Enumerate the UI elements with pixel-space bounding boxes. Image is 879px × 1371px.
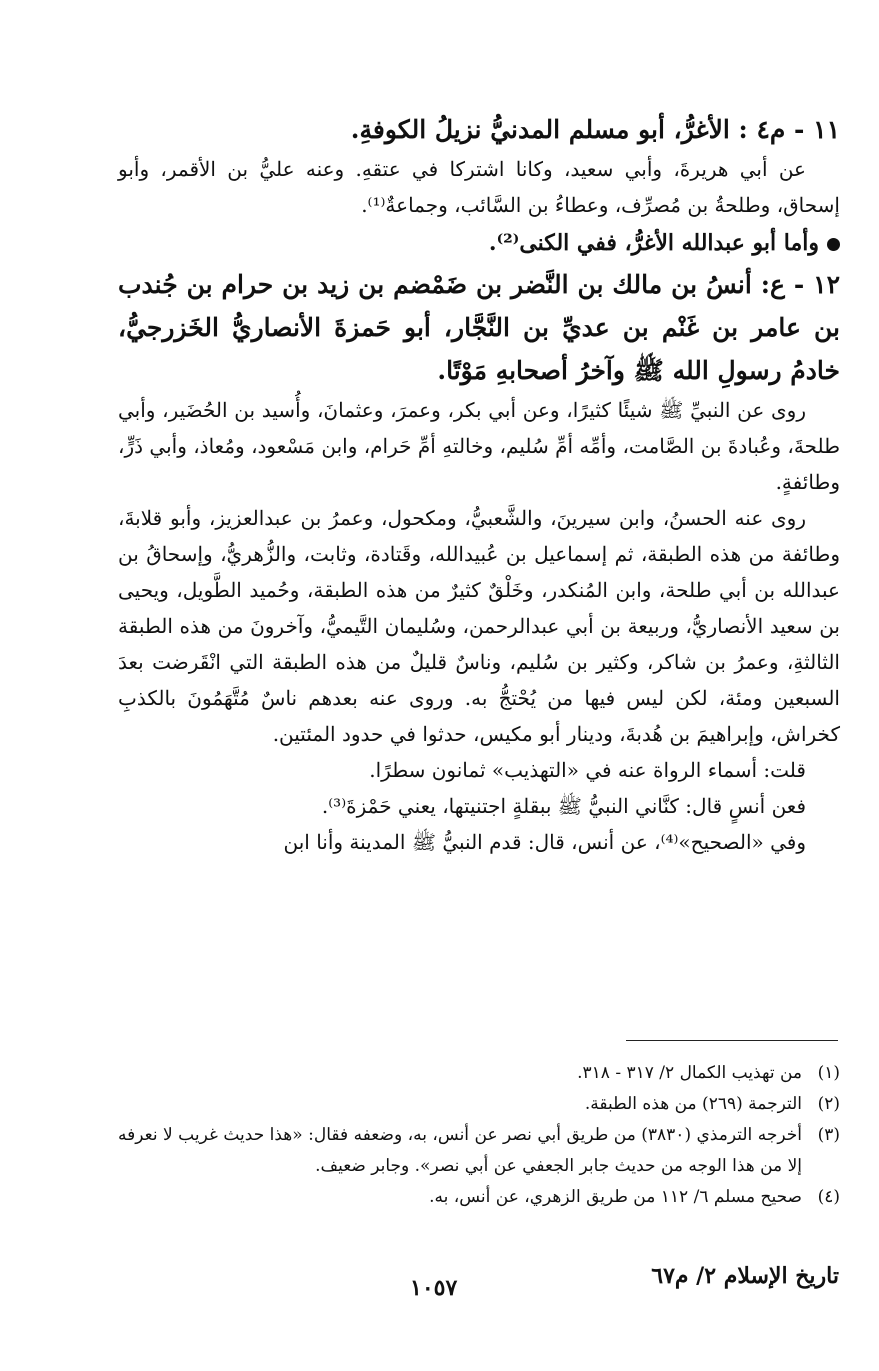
page-number: ١٠٥٧ [410,1275,458,1301]
footnotes [118,1058,840,1213]
footnote-1 [118,1058,840,1089]
footnote-number: (٣) [817,1125,840,1145]
entry-11-title: ١١ - م٤ : الأغرُّ، أبو مسلم المدنيُّ نزيلُ الكوفةِ. [350,115,840,144]
main-text [118,108,840,860]
footnote-divider [626,1040,838,1041]
footnote-number: (١) [817,1063,840,1083]
footnote-number: (٢) [817,1094,840,1114]
entry-12-paragraph-3: قلت: أسماء الرواة عنه في «التهذيب» ثمانون سطرًا. [369,758,806,782]
entry-12-title: ١٢ - ع: أنسُ بن مالك بن النَّضر بن ضَمْضم بن زيد بن حرام بن جُندب بن عامر بن غَنْم بن عديِّ بن النَّجَّار، أبو حَمزةَ الأنصاريُّ الخَزرجيُّ، خادمُ رسولِ الله ﷺ وآخرُ أصحابهِ مَوْتًا. [118,270,840,385]
entry-12-paragraph-1: روى عن النبيِّ ﷺ شيئًا كثيرًا، وعن أبي بكر، وعمرَ، وعثمانَ، وأُسيد بن الحُضَير، وأبي طلحةَ، وعُبادةَ بن الصَّامت، وأمِّه أمِّ سُليم، وخالتهِ أمِّ حَرام، وابن مَسْعود، ومُعاذ، وأبي ذَرٍّ، وطائفةٍ. [118,398,840,494]
footnote-2 [118,1089,840,1120]
book-reference: تاريخ الإسلام ٢/ م٦٧ [651,1263,839,1289]
footnote-text: أخرجه الترمذي (٣٨٣٠) من طريق أبي نصر عن أنس، به، وضعفه فقال: «هذا حديث غريب لا نعرفه إلا من هذا الوجه من حديث جابر الجعفي عن أبي نصر». وجابر ضعيف. [118,1125,802,1176]
bullet-icon [827,238,840,251]
entry-11-note-text: وأما أبو عبدالله الأغرُّ، ففي الكنى⁽²⁾. [488,230,819,256]
footnote-text: الترجمة (٢٦٩) من هذه الطبقة. [584,1094,802,1114]
footnote-text: صحيح مسلم ٦/ ١١٢ من طريق الزهري، عن أنس، به. [429,1187,802,1207]
entry-12-paragraph-4: فعن أنسٍ قال: كنَّاني النبيُّ ﷺ ببقلةٍ اجتنيتها، يعني حَمْزةَ⁽³⁾. [321,794,806,818]
entry-12-paragraph-2: روى عنه الحسنُ، وابن سيرينَ، والشَّعبيُّ، ومكحول، وعمرُ بن عبدالعزيز، وأبو قلابةَ، وطائفة من هذه الطبقة، ثم إسماعيل بن عُبيدالله، وقَتادة، وثابت، والزُّهريُّ، وإسحاقُ بن عبدالله بن أبي طلحة، وابن المُنكدر، وخَلْقٌ كثيرٌ من هذه الطبقة، وحُميد الطَّويل، ويحيى بن سعيد الأنصاريُّ، وربيعة بن أبي عبدالرحمن، وسُليمان التَّيميُّ، وآخرونَ من هذه الطبقة الثالثةِ، وعمرُ بن شاكر، وكثير بن سُليم، وناسٌ قليلٌ من هذه الطبقة التي انْقَرضت بعدَ السبعين ومئة، لكن ليس فيها من يُحْتجُّ به. وروى عنه بعدهم ناسٌ مُتَّهَمُونَ بالكذبِ كخراش، وإبراهيمَ بن هُدبةَ، ودينار أبو مكيس، حدثوا في حدود المئتين. [118,506,840,746]
entry-11-note [118,223,840,263]
entry-12-paragraph-5: وفي «الصحيح»⁽⁴⁾، عن أنس، قال: قدم النبيُّ ﷺ المدينة وأنا ابن [283,830,806,854]
footnote-number: (٤) [817,1187,840,1207]
footnote-4 [118,1182,840,1213]
entry-11-paragraph: عن أبي هريرةَ، وأبي سعيد، وكانا اشتركا في عتقهِ. وعنه عليُّ بن الأقمر، وأبو إسحاق، وطلحةُ بن مُصرِّف، وعطاءُ بن السَّائب، وجماعةٌ⁽¹⁾. [118,157,840,217]
footnote-text: من تهذيب الكمال ٢/ ٣١٧ - ٣١٨. [577,1063,802,1083]
footnote-3 [118,1120,840,1182]
